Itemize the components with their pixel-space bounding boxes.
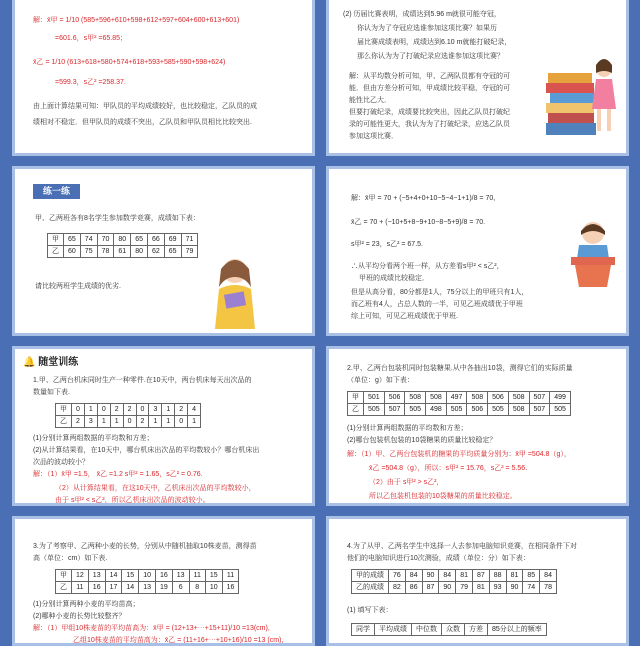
score-table bbox=[47, 233, 198, 258]
slide-exercise-3 bbox=[12, 516, 315, 646]
exercise-question-2: 数量如下表. bbox=[33, 389, 70, 396]
table-cell: 69 bbox=[164, 234, 181, 246]
table-cell: 78 bbox=[97, 246, 114, 258]
table-cell: 1 bbox=[188, 416, 201, 428]
table-cell: 90 bbox=[422, 570, 439, 582]
table-cell: 60 bbox=[64, 246, 81, 258]
table-header: 平均成绩 bbox=[375, 624, 412, 636]
table-cell: 505 bbox=[364, 404, 385, 416]
table-cell: 84 bbox=[540, 570, 557, 582]
table-row bbox=[348, 392, 571, 404]
subquestion-3: 次品的波动较小？ bbox=[33, 459, 89, 466]
table-cell: 3 bbox=[84, 416, 97, 428]
table-cell: 71 bbox=[181, 234, 198, 246]
table-cell: 乙 bbox=[56, 416, 72, 428]
table-cell: 0 bbox=[72, 404, 85, 416]
exercise-question-2: （单位：g）如下表： bbox=[347, 377, 414, 384]
practice-question: 请比较两班学生成绩的优劣. bbox=[35, 283, 121, 290]
solution-line-2: =601.6，s甲² =65.85； bbox=[55, 35, 127, 42]
table-cell: 1 bbox=[149, 416, 162, 428]
question-line-3: 届比赛成绩表明，成绩达到6.10 m就能打破纪录， bbox=[357, 39, 512, 46]
table-cell: 2 bbox=[175, 404, 188, 416]
table-cell: 84 bbox=[405, 570, 422, 582]
table-header: 中位数 bbox=[412, 624, 442, 636]
table-row bbox=[48, 246, 198, 258]
exercise-question-2: 他们的电脑知识进行10次测验，成绩（单位：分）如下表： bbox=[347, 555, 530, 562]
answer-line-1: 解：（1）甲、乙两台包装机的糖果的平均质量分别为：x̄甲 =504.8（g）， bbox=[347, 451, 571, 458]
table-cell: 1 bbox=[162, 404, 175, 416]
answer-line-2: x̄乙 =504.8（g），所以：s甲² = 15.76，s乙² = 5.56. bbox=[369, 465, 528, 472]
table-cell: 85 bbox=[523, 570, 540, 582]
answer-line-1: 解：（1）甲组10株麦苗的平均苗高为：x̄甲 = (12+13+⋯+15+11)/10 =13(cm), bbox=[33, 625, 270, 632]
subquestion-2: (2)哪种小麦的长势比较整齐？ bbox=[33, 613, 126, 620]
exercise-question-2: 高（单位：cm）如下表. bbox=[33, 555, 108, 562]
solution-mean-b: x̄乙 = 70 + (−10+5+8−9+10−8−5+9)/8 = 70. bbox=[351, 219, 486, 226]
table-header: 众数 bbox=[442, 624, 465, 636]
solution-line-1: 解：x̄甲 = 1/10 (585+596+610+598+612+597+604+600+613+601) bbox=[33, 17, 240, 24]
table-cell: 90 bbox=[506, 582, 523, 594]
table-cell: 76 bbox=[389, 570, 406, 582]
answer-line-3: （2）由于 s甲² > s乙²， bbox=[369, 479, 444, 486]
solution-variance: s甲² = 23，s乙² = 67.5. bbox=[351, 241, 423, 248]
table-cell: 497 bbox=[446, 392, 467, 404]
table-cell: 甲 bbox=[48, 234, 64, 246]
table-header: 同学 bbox=[352, 624, 375, 636]
subquestion-1: (1)分别计算两种小麦的平均苗高； bbox=[33, 601, 140, 608]
table-cell: 2 bbox=[72, 416, 85, 428]
exercise-question-1: 2.甲、乙两台包装机同时包装糖果.从中各抽出10袋，测得它们的实际质量 bbox=[347, 365, 573, 372]
slide-practice bbox=[12, 166, 315, 336]
table-cell: 508 bbox=[467, 392, 488, 404]
table-cell: 乙 bbox=[56, 582, 72, 594]
answer-line-1: 解：（1）x̄甲 =1.5， x̄乙 =1.2 s甲² = 1.65，s乙² = 0.76. bbox=[33, 471, 203, 478]
slide-record-question bbox=[326, 0, 629, 156]
table-cell: 505 bbox=[405, 404, 426, 416]
slide-exercise-1 bbox=[12, 346, 315, 506]
answer-line-2: （2）从计算结果看，在这10天中，乙机床出次品的平均数较小， bbox=[55, 485, 256, 492]
table-cell: 16 bbox=[155, 570, 172, 582]
exercise-question-1: 1.甲、乙两台机床同时生产一种零件.在10天中，两台机床每天出次品的 bbox=[33, 377, 252, 384]
table-cell: 1 bbox=[162, 416, 175, 428]
table-row bbox=[56, 570, 239, 582]
table-cell: 2 bbox=[110, 404, 123, 416]
table-header: 85分以上的频率 bbox=[488, 624, 547, 636]
table-cell: 507 bbox=[529, 404, 550, 416]
answer-line-3: 能性比乙大． bbox=[349, 97, 391, 104]
seedling-table bbox=[55, 569, 239, 594]
teacher-podium-illustration bbox=[565, 219, 621, 289]
table-cell: 甲的成绩 bbox=[352, 570, 389, 582]
table-cell: 16 bbox=[88, 582, 105, 594]
table-cell: 81 bbox=[456, 570, 473, 582]
weight-table bbox=[347, 391, 571, 416]
table-cell: 11 bbox=[222, 570, 239, 582]
table-cell: 65 bbox=[131, 234, 148, 246]
table-cell: 11 bbox=[72, 582, 89, 594]
exercise-question-1: 4.为了从甲、乙两名学生中选择一人去参加电脑知识竞赛，在相同条件下对 bbox=[347, 543, 577, 550]
table-cell: 0 bbox=[136, 404, 149, 416]
conclusion-line-2: 绩相对不稳定．但甲队员的成绩不突出，乙队员和甲队员相比比较突出. bbox=[33, 119, 252, 126]
test-score-table bbox=[351, 569, 557, 594]
table-cell: 3 bbox=[149, 404, 162, 416]
table-cell: 13 bbox=[139, 582, 156, 594]
table-cell: 506 bbox=[488, 392, 509, 404]
table-cell: 10 bbox=[205, 582, 222, 594]
table-cell: 乙 bbox=[348, 404, 364, 416]
table-cell: 93 bbox=[489, 582, 506, 594]
table-cell: 80 bbox=[131, 246, 148, 258]
table-cell: 15 bbox=[205, 570, 222, 582]
table-row bbox=[56, 404, 201, 416]
table-cell: 506 bbox=[467, 404, 488, 416]
table-cell: 15 bbox=[122, 570, 139, 582]
table-cell: 乙的成绩 bbox=[352, 582, 389, 594]
table-cell: 甲 bbox=[56, 404, 72, 416]
table-cell: 1 bbox=[84, 404, 97, 416]
subquestion-2: (2)从计算结果看，在10天中，哪台机床出次品的平均数较小？哪台机床出 bbox=[33, 447, 260, 454]
table-cell: 62 bbox=[147, 246, 164, 258]
exercise-title: 随堂训练 bbox=[38, 357, 79, 368]
solution-line-4: ∴从平均分看两个班一样，从方差看s甲² < s乙²， bbox=[351, 263, 504, 270]
table-cell: 65 bbox=[64, 234, 81, 246]
table-cell: 90 bbox=[439, 582, 456, 594]
table-cell: 501 bbox=[364, 392, 385, 404]
question-line-1: (2) 历届比赛表明，成绩达到5.96 m就很可能夺冠， bbox=[343, 11, 501, 18]
table-cell: 81 bbox=[472, 582, 489, 594]
answer-line-5: 录的可能性更大，我认为为了打破纪录，应选乙队员 bbox=[349, 121, 510, 128]
table-cell: 19 bbox=[155, 582, 172, 594]
table-cell: 506 bbox=[384, 392, 405, 404]
table-cell: 508 bbox=[405, 392, 426, 404]
question-line-2: 你认为为了夺冠应选谁参加这项比赛？如果历 bbox=[357, 25, 497, 32]
table-cell: 乙 bbox=[48, 246, 64, 258]
answer-line-3: 由于 s甲² < s乙²，所以乙机床出次品的波动较小。 bbox=[55, 497, 210, 504]
table-cell: 508 bbox=[508, 392, 529, 404]
table-cell: 8 bbox=[189, 582, 205, 594]
table-cell: 2 bbox=[136, 416, 149, 428]
table-cell: 0 bbox=[123, 416, 136, 428]
table-cell: 1 bbox=[97, 416, 110, 428]
subquestion-1: (1)分别计算两组数据的平均数和方差； bbox=[347, 425, 468, 432]
table-cell: 61 bbox=[114, 246, 131, 258]
defect-table bbox=[55, 403, 201, 428]
answer-line-1: 解：从平均数分析可知，甲、乙两队员都有夺冠的可 bbox=[349, 73, 510, 80]
table-cell: 499 bbox=[550, 392, 571, 404]
solution-line-5: 甲班的成绩比较稳定． bbox=[359, 275, 429, 282]
table-cell: 84 bbox=[439, 570, 456, 582]
question-line-4: 那么你认为为了打破纪录应选谁参加这项比赛？ bbox=[357, 53, 504, 60]
books-girl-illustration bbox=[544, 39, 624, 139]
solution-line-7: 而乙班有4人，占总人数的一半，可见乙班成绩优于甲班 bbox=[351, 301, 523, 308]
slide-variance-solution bbox=[12, 0, 315, 156]
table-cell: 508 bbox=[426, 392, 447, 404]
table-cell: 79 bbox=[456, 582, 473, 594]
table-cell: 88 bbox=[489, 570, 506, 582]
table-cell: 65 bbox=[164, 246, 181, 258]
table-cell: 507 bbox=[529, 392, 550, 404]
table-cell: 11 bbox=[189, 570, 205, 582]
table-cell: 508 bbox=[508, 404, 529, 416]
table-cell: 74 bbox=[80, 234, 97, 246]
conclusion-line-1: 由上面计算结果可知：甲队员的平均成绩较好，也比较稳定，乙队员的成 bbox=[33, 103, 257, 110]
table-header: 方差 bbox=[465, 624, 488, 636]
table-cell: 86 bbox=[405, 582, 422, 594]
bell-icon: 🔔 bbox=[23, 357, 36, 368]
solution-line-8: 综上可知，可见乙班成绩优于甲班. bbox=[351, 313, 458, 320]
answer-line-4: 但要打破纪录，成绩要比较突出，因此乙队员打破纪 bbox=[349, 109, 510, 116]
table-row bbox=[56, 416, 201, 428]
table-cell: 0 bbox=[97, 404, 110, 416]
table-cell: 70 bbox=[97, 234, 114, 246]
table-cell: 6 bbox=[172, 582, 189, 594]
table-cell: 75 bbox=[80, 246, 97, 258]
table-cell: 87 bbox=[472, 570, 489, 582]
exercise-banner bbox=[23, 357, 78, 375]
table-cell: 81 bbox=[506, 570, 523, 582]
practice-intro: 甲、乙两班各有8名学生参加数学竞赛，成绩如下表： bbox=[35, 215, 200, 222]
table-cell: 505 bbox=[550, 404, 571, 416]
table-cell: 13 bbox=[172, 570, 189, 582]
table-cell: 10 bbox=[139, 570, 156, 582]
table-cell: 14 bbox=[122, 582, 139, 594]
solution-line-4: =599.3，s乙² =258.37. bbox=[55, 79, 126, 86]
table-cell: 4 bbox=[188, 404, 201, 416]
table-row bbox=[352, 582, 557, 594]
solution-mean-a: 解：x̄甲 = 70 + (−5+4+0+10−5−4−1+1)/8 = 70, bbox=[351, 195, 496, 202]
student-tablet-illustration bbox=[205, 253, 265, 333]
table-cell: 78 bbox=[540, 582, 557, 594]
table-cell: 80 bbox=[114, 234, 131, 246]
slide-exercise-2 bbox=[326, 346, 629, 506]
subquestion-2: (2)哪台包装机包装的10袋糖果的质量比较稳定？ bbox=[347, 437, 497, 444]
table-cell: 17 bbox=[105, 582, 122, 594]
table-cell: 13 bbox=[88, 570, 105, 582]
table-cell: 507 bbox=[384, 404, 405, 416]
table-cell: 0 bbox=[175, 416, 188, 428]
table-cell: 甲 bbox=[348, 392, 364, 404]
exercise-question-1: 3.为了考察甲、乙两种小麦的长势，分别从中随机抽取10株麦苗，测得苗 bbox=[33, 543, 257, 550]
table-row bbox=[352, 624, 547, 636]
table-cell: 505 bbox=[488, 404, 509, 416]
table-row bbox=[48, 234, 198, 246]
table-cell: 1 bbox=[110, 416, 123, 428]
solution-line-6: 但是从高分看，80分都是1人，75分以上的甲班只有1人， bbox=[351, 289, 529, 296]
table-cell: 12 bbox=[72, 570, 89, 582]
table-cell: 14 bbox=[105, 570, 122, 582]
table-cell: 87 bbox=[422, 582, 439, 594]
answer-line-2: 能．但由方差分析可知，甲成绩比较平稳，夺冠的可 bbox=[349, 85, 510, 92]
practice-tag: 练一练 bbox=[33, 184, 80, 199]
table-cell: 66 bbox=[147, 234, 164, 246]
table-row bbox=[56, 582, 239, 594]
table-cell: 79 bbox=[181, 246, 198, 258]
table-cell: 16 bbox=[222, 582, 239, 594]
table-cell: 82 bbox=[389, 582, 406, 594]
table-cell: 505 bbox=[446, 404, 467, 416]
answer-line-2: 乙组10株麦苗的平均苗高为：x̄乙 = (11+16+⋯+10+16)/10 =13 (cm), bbox=[73, 637, 284, 644]
table-cell: 498 bbox=[426, 404, 447, 416]
answer-line-4: 所以乙包装机包装的10袋糖果的质量比较稳定。 bbox=[369, 493, 517, 500]
slide-exercise-4 bbox=[326, 516, 629, 646]
table-row bbox=[348, 404, 571, 416]
subquestion-1: (1)分别计算两组数据的平均数和方差； bbox=[33, 435, 154, 442]
table-row bbox=[352, 570, 557, 582]
solution-line-3: x̄乙 = 1/10 (613+618+580+574+618+593+585+590+598+624) bbox=[33, 59, 226, 66]
answer-line-6: 参加这项比赛． bbox=[349, 133, 398, 140]
table-cell: 甲 bbox=[56, 570, 72, 582]
table-cell: 74 bbox=[523, 582, 540, 594]
subquestion-1: (1) 填写下表： bbox=[347, 607, 393, 614]
summary-table bbox=[351, 623, 547, 636]
slide-practice-solution bbox=[326, 166, 629, 336]
table-cell: 2 bbox=[123, 404, 136, 416]
